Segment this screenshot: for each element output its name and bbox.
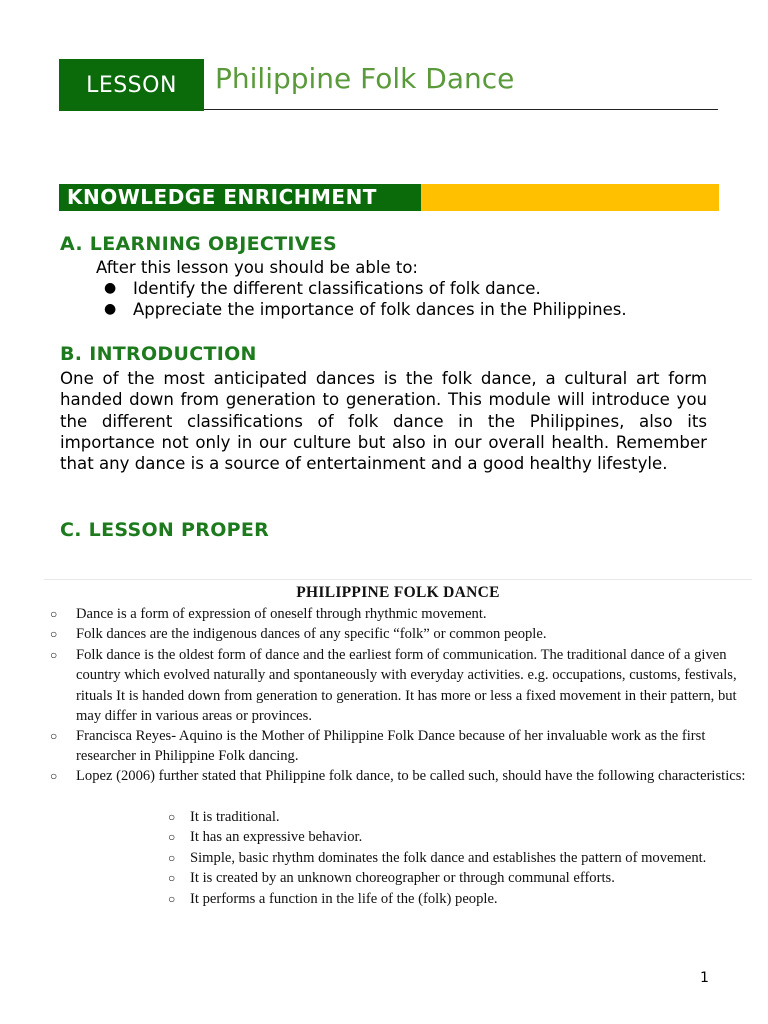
title-underline [204, 109, 718, 110]
characteristic-item [168, 807, 280, 827]
scan-list-item [50, 645, 756, 727]
characteristic-text: It is traditional. [190, 809, 280, 825]
scanned-lesson-excerpt [44, 579, 752, 920]
circle-bullet-icon: ○ [168, 892, 176, 906]
introduction-heading: B. INTRODUCTION [60, 343, 257, 365]
objective-item [104, 299, 627, 320]
scan-list-item [50, 766, 756, 786]
objective-item [104, 278, 541, 299]
circle-bullet-icon: ○ [168, 810, 176, 824]
scan-item-text: Dance is a form of expression of oneself through rhythmic movement. [76, 606, 487, 622]
circle-bullet-icon: ○ [168, 871, 176, 885]
characteristic-item [168, 848, 706, 868]
lesson-title: Philippine Folk Dance [215, 62, 515, 95]
objective-text: Identify the different classifications of folk dance. [133, 279, 541, 298]
scan-list-item [50, 604, 756, 624]
introduction-paragraph: One of the most anticipated dances is the folk dance, a cultural art form handed down from generation to generation. This module will introduce you the different classifications of folk dance in the Philippines, also its importance not only in our culture but also in our overall health. Remember that any dance is a source of entertainment and a good healthy lifestyle. [60, 369, 707, 474]
circle-bullet-icon: ○ [50, 769, 58, 783]
characteristic-text: It is created by an unknown choreographer or through communal efforts. [190, 870, 615, 886]
page-number: 1 [700, 970, 709, 986]
lesson-label-box: LESSON [59, 59, 204, 111]
circle-bullet-icon: ○ [50, 627, 58, 641]
scan-list-item [50, 624, 756, 644]
lesson-proper-heading: C. LESSON PROPER [60, 519, 270, 541]
knowledge-enrichment-label: KNOWLEDGE ENRICHMENT [59, 184, 421, 211]
scan-list-item [50, 726, 756, 767]
characteristic-item [168, 868, 615, 888]
bullet-icon: ● [104, 280, 117, 296]
scan-item-text: Lopez (2006) further stated that Philippine folk dance, to be called such, should have the following characteristics: [76, 768, 746, 784]
bullet-icon: ● [104, 301, 117, 317]
circle-bullet-icon: ○ [168, 830, 176, 844]
scan-title: PHILIPPINE FOLK DANCE [296, 584, 500, 601]
scan-item-text: Folk dance is the oldest form of dance and the earliest form of communication. The traditional dance of a given country which evolved naturally and spontaneously with everyday activities. e.g. occupations, customs, festivals, rituals It is handed down from generation to generation. It has more or less a fixed movement in their pattern, but may differ in various areas or provinces. [76, 647, 737, 725]
characteristic-text: It has an expressive behavior. [190, 829, 363, 845]
characteristic-text: Simple, basic rhythm dominates the folk dance and establishes the pattern of movement. [190, 850, 707, 866]
circle-bullet-icon: ○ [168, 851, 176, 865]
circle-bullet-icon: ○ [50, 648, 58, 662]
characteristic-text: It performs a function in the life of the (folk) people. [190, 891, 498, 907]
objective-text: Appreciate the importance of folk dances in the Philippines. [133, 300, 627, 319]
characteristic-item [168, 889, 498, 909]
circle-bullet-icon: ○ [50, 729, 58, 743]
objectives-intro: After this lesson you should be able to: [96, 258, 418, 277]
characteristic-item [168, 827, 362, 847]
circle-bullet-icon: ○ [50, 607, 58, 621]
scan-item-text: Francisca Reyes- Aquino is the Mother of Philippine Folk Dance because of her invaluable work as the first researcher in Philippine Folk dancing. [76, 728, 706, 765]
learning-objectives-heading: A. LEARNING OBJECTIVES [60, 233, 338, 255]
scan-item-text: Folk dances are the indigenous dances of any specific “folk” or common people. [76, 626, 547, 642]
